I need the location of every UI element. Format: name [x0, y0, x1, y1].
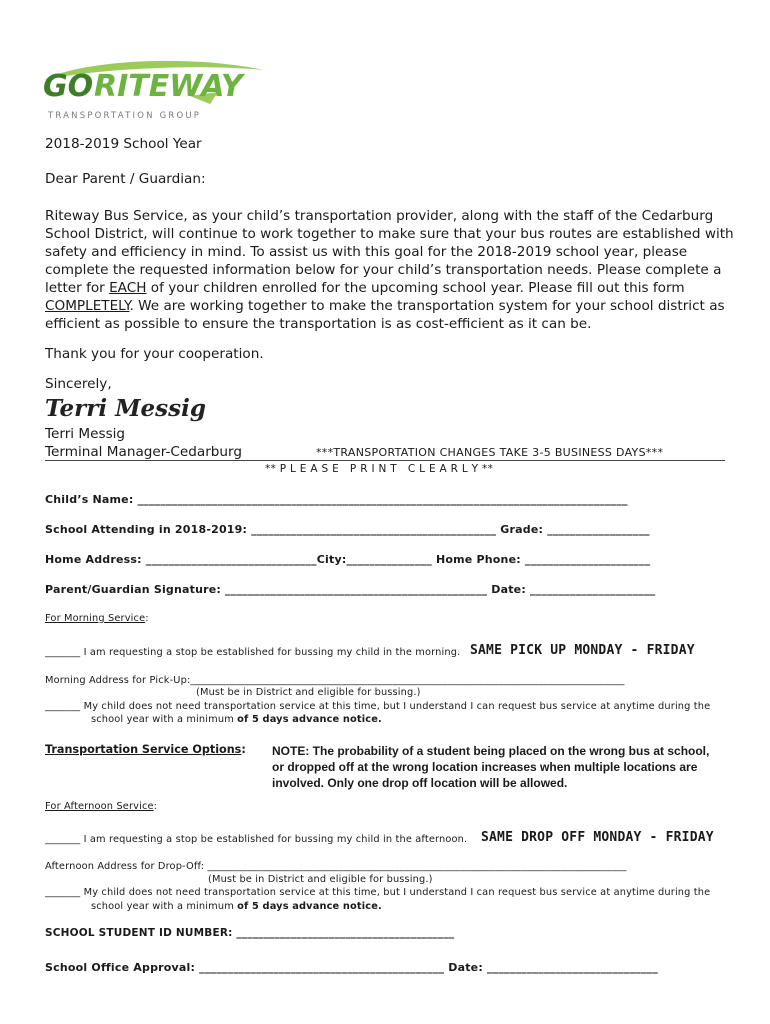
signer-name: Terri Messig — [45, 426, 126, 442]
afternoon-heading: For Afternoon Service: — [45, 801, 158, 812]
print-clearly-notice: ** P L E A S E P R I N T C L E A R L Y ** — [265, 463, 494, 475]
school-attending-field[interactable]: School Attending in 2018-2019: ___________________________________________ Grade: __________________ — [45, 523, 650, 536]
signer-title: Terminal Manager-Cedarburg — [45, 444, 243, 460]
afternoon-address-field[interactable]: Afternoon Address for Drop-Off: ___________________________________________________________________________________ — [45, 861, 627, 872]
morning-request[interactable]: _______ I am requesting a stop be established for bussing my child in the morning. — [45, 647, 461, 658]
morning-handwritten: SAME PICK UP MONDAY - FRIDAY — [470, 643, 695, 658]
logo-go: GO — [43, 69, 94, 104]
school-year: 2018-2019 School Year — [45, 136, 202, 152]
divider — [45, 460, 725, 461]
greeting: Dear Parent / Guardian: — [45, 171, 206, 187]
afternoon-must-be: (Must be in District and eligible for bussing.) — [208, 874, 433, 885]
thanks: Thank you for your cooperation. — [45, 346, 264, 362]
parent-signature-field[interactable]: Parent/Guardian Signature: ______________________________________________ Date: ______________________ — [45, 583, 656, 596]
signature: Terri Messig — [45, 395, 206, 422]
morning-no-need[interactable]: _______ My child does not need transportation service at this time, but I understand I can request bus service at anytime during the — [45, 701, 711, 712]
morning-address-field[interactable]: Morning Address for Pick-Up:______________________________________________________________________________________ — [45, 675, 625, 686]
para-part-a: Riteway Bus Service, as your child’s transportation provider, along with the staff of the Cedarburg School District, will continue to work together to make sure that your bus routes are established with safety and efficiency in mind. To assist us with this goal for the 2018-2019 school year, please complete the requested information below for your child’s transportation needs. Please complete a letter for — [45, 208, 734, 296]
afternoon-request[interactable]: _______ I am requesting a stop be established for bussing my child in the afternoon. — [45, 834, 468, 845]
para-part-c: . We are working together to make the transportation system for your school district as efficient as possible to ensure the transportation is as cost-efficient as it can be. — [45, 298, 725, 332]
goriteway-logo — [40, 56, 272, 122]
afternoon-handwritten: SAME DROP OFF MONDAY - FRIDAY — [481, 830, 714, 845]
options-heading: Transportation Service Options: — [45, 743, 246, 756]
letter-paragraph — [45, 207, 735, 333]
morning-heading: For Morning Service: — [45, 613, 149, 624]
afternoon-no-need-cont: school year with a minimum of 5 days advance notice. — [91, 901, 382, 912]
office-approval-field[interactable]: School Office Approval: ___________________________________________ Date: ______________________________ — [45, 961, 658, 974]
student-id-field[interactable]: SCHOOL STUDENT ID NUMBER: ________________________________________ — [45, 927, 455, 939]
morning-must-be: (Must be in District and eligible for bussing.) — [196, 687, 421, 698]
logo-swoosh-icon — [40, 56, 272, 122]
changes-notice: ***TRANSPORTATION CHANGES TAKE 3-5 BUSINESS DAYS*** — [316, 446, 664, 459]
closing: Sincerely, — [45, 376, 112, 392]
logo-riteway: RITEWAY — [94, 69, 243, 104]
options-note: NOTE: The probability of a student being placed on the wrong bus at school, or dropped off at the wrong location increases when multiple locations are involved. Only one drop off location will be allowed. — [272, 744, 710, 790]
afternoon-no-need[interactable]: _______ My child does not need transportation service at this time, but I understand I can request bus service at anytime during the — [45, 887, 711, 898]
para-part-b: of your children enrolled for the upcoming school year. Please fill out this form — [146, 280, 685, 296]
home-address-field[interactable]: Home Address: ______________________________City:_______________ Home Phone: ______________________ — [45, 553, 651, 566]
child-name-field[interactable]: Child’s Name: ______________________________________________________________________________________ — [45, 493, 628, 506]
logo-tagline: TRANSPORTATION GROUP — [48, 111, 202, 121]
para-each: EACH — [109, 280, 147, 296]
para-completely: COMPLETELY — [45, 298, 130, 314]
morning-no-need-cont: school year with a minimum of 5 days advance notice. — [91, 714, 382, 725]
